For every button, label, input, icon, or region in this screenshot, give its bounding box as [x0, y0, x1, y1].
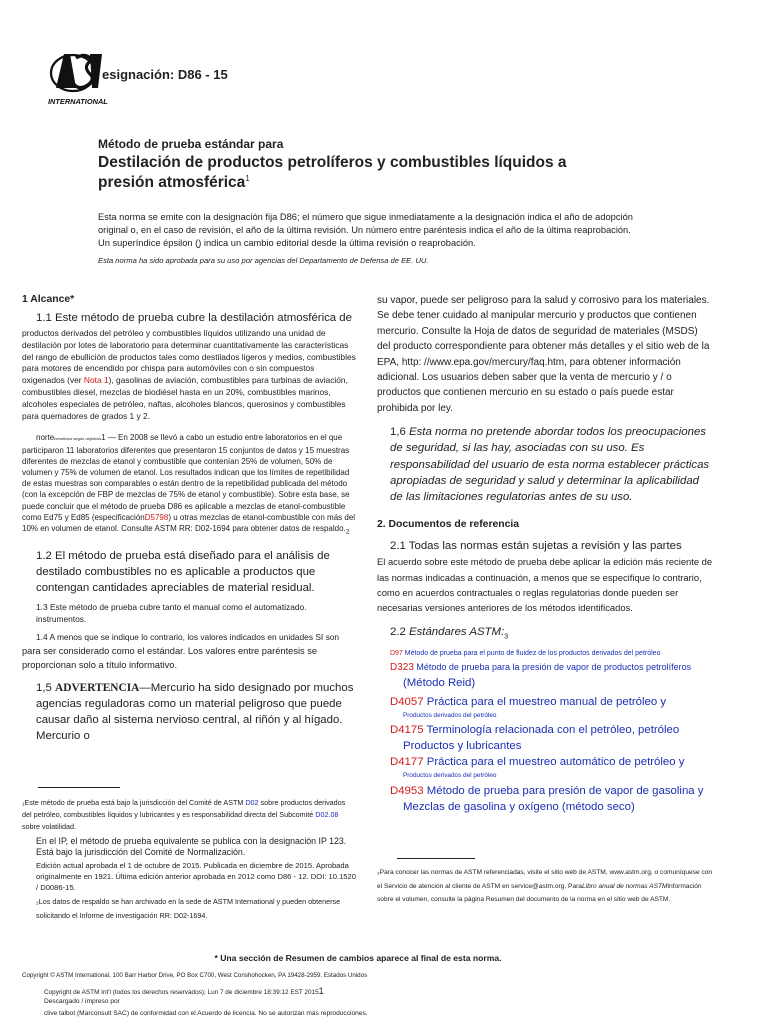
std-d4175-cont: Productos y lubricantes	[403, 740, 522, 753]
para-1-5-text: —Mercurio ha sido designado por muchos agencias reguladoras como un material peligroso que puede causar daño al sistema nervioso central, al riñón y al hígado. Mercurio o	[36, 681, 354, 742]
std-d4057[interactable]	[390, 694, 713, 710]
summary-note: * Una sección de Resumen de cambios aparece al final de esta norma.	[214, 953, 502, 963]
para-2-1: El acuerdo sobre este método de prueba debe aplicar la edición más reciente de las normas indicadas a continuación, a menos que se especifique lo contrario, como en acuerdos contractuales o reglas regulatorias donde pueden ser necesarias versiones anteriores de los métodos identificados.	[377, 556, 713, 614]
std-d4953-code[interactable]: D4953	[390, 785, 424, 798]
std-d97-code[interactable]: D97	[390, 650, 403, 658]
para-1-5-num: 1,5	[36, 681, 55, 694]
std-d323-text: Método de prueba para la presión de vapor de productos petrolíferos	[413, 662, 692, 673]
para-1-1-text-b: ), gasolinas de aviación, combustibles para turbinas de aviación, combustibles diesel, mezclas de biodiésel hasta en un 20%, combustibles marinos, alcoholes especiales de petróleo, naftas, alcoholes blancos, querosinos y combustibles para quemadores de grados 1 y 2.	[22, 375, 348, 421]
page-number: 1	[318, 986, 324, 996]
license-date: Copyright de ASTM Int'l (todos los derechos reservados); Lun 7 de diciembre 18:39:12 EST 2015	[44, 989, 319, 996]
fn3-text-b: información sobre el volumen, consulte la página Resumen del documento de la norma en el sitio web de ASTM.	[377, 882, 702, 904]
link-d02-08[interactable]: D02.08	[315, 810, 339, 819]
left-column	[22, 294, 356, 744]
note-text-a: 1 — En 2008 se llevó a cabo un estudio entre laboratorios en el que participaron 11 laboratorios diferentes que presentaron 15 conjuntos de datos y 15 muestras diferentes de mezclas de etanol y combustible que contenían 25% de volumen, 50% de volumen y 75% de volumen de etanol. Los resultados indican que los límites de repetibilidad de estas muestras son comparables o están dentro de la repetibilidad publicada del método (con la excepción de FBP de mezclas de 75% de etanol y combustible). Sobre esta base, se puede concluir que el método de prueba D86 es aplicable a mezclas de etanol-combustible como Ed75 y Ed85 (especificación	[22, 433, 350, 522]
logo-wordmark: INTERNATIONAL	[48, 97, 108, 106]
note-label: norte	[36, 433, 55, 443]
intro-paragraph: Esta norma se emite con la designación fija D86; el número que sigue inmediatamente a la designación indica el año de adopción original o, en el caso de revisión, el año de la última revisión. Un número entre paréntesis indica el año de la última reaprobación. Un superíndice épsilon (ͅ) indica un cambio editorial desde la última revisión o reaprobación.	[98, 212, 633, 248]
standards-list	[377, 648, 713, 815]
fn1-text-b: sobre productos derivados del petróleo, combustibles líquidos y lubricantes y es responsabilidad directa del Subcomité	[22, 798, 346, 819]
std-d4953-text: Método de prueba para presión de vapor de gasolina y	[423, 785, 704, 798]
title-footnote-mark: 1	[245, 174, 250, 183]
para-1-3: 1.3 Este método de prueba cubre tanto el manual como el automatizado. instrumentos.	[36, 601, 307, 624]
section-1-heading: 1 Alcance*	[22, 294, 75, 305]
note-label-sub: beneficios según objetivos	[54, 436, 102, 442]
footnote-divider-right	[397, 858, 475, 859]
dod-note: Esta norma ha sido aprobada para su uso por agencias del Departamento de Defensa de EE. UU.	[98, 256, 429, 265]
std-d4177-text: Práctica para el muestreo automático de petróleo y	[423, 756, 685, 769]
para-1-1-lead: 1.1 Este método de prueba cubre la destilación atmosférica de	[36, 312, 352, 324]
para-1-6-text: Esta norma no pretende abordar todos los preocupaciones de seguridad, si las hay, asociadas con su uso. Es responsabilidad del usuario de esta norma establecer prácticas apropiadas de seguridad y salud y determinar la aplicabilidad de las limitaciones regulatorias antes de su uso.	[390, 426, 710, 504]
para-2-2-num: 2.2	[390, 625, 409, 638]
footnote-edition: Edición actual aprobada el 1 de octubre de 2015. Publicada en diciembre de 2015. Aprobada originalmente en 1921. Última edición anterior aprobada en 2012 como D86 - 12. DOI: 10.1520 / D0086-15.	[36, 861, 356, 892]
title-line2: presión atmosférica	[98, 174, 246, 192]
footnote-divider-left	[38, 787, 120, 788]
note-text-b: ) u otras mezclas de etanol-combustible con más del 10% en volumen de etanol. Consulte ASTM RR: D02-1694 para obtener datos de respaldo.	[22, 512, 356, 533]
std-d4175[interactable]	[390, 722, 713, 738]
copyright-line: Copyright © ASTM International, 100 Barr Harbor Drive, PO Box C700, West Conshohocken, PA 19428-2959. Estados Unidos	[22, 972, 368, 979]
designation: esignación: D86 - 15	[102, 67, 228, 82]
para-1-4: para ser considerado como el estándar. Los valores entre paréntesis se proporcionan solo a título informativo.	[22, 646, 318, 671]
fn3-title: Libro anual de normas ASTM	[581, 882, 668, 890]
title-line1: Destilación de productos petrolíferos y combustibles líquidos a	[98, 154, 567, 171]
fn3-text-a: ₃Para conocer las normas de ASTM referenciadas, visite el sitio web de ASTM, www.astm.org, o comuníquese con el Servicio de atención al cliente de ASTM en service@astm.org. Para	[377, 869, 713, 890]
std-d4953[interactable]	[390, 783, 713, 799]
link-d5798[interactable]: D5798	[144, 512, 169, 522]
license-line	[44, 986, 324, 996]
std-d323-code[interactable]: D323	[390, 662, 414, 674]
std-d4175-code[interactable]: D4175	[390, 724, 424, 737]
std-d323[interactable]	[390, 660, 713, 675]
para-1-4-lead: 1.4 A menos que se indique lo contrario, los valores indicados en unidades SI son	[36, 632, 340, 643]
footnote-1	[22, 797, 356, 833]
para-1-6	[377, 424, 713, 505]
std-d4057-code[interactable]: D4057	[390, 696, 424, 709]
licensee-line: clive talbot (Marconsult SAC) de conformidad con el Acuerdo de licencia. No se autorizan más reproducciones.	[44, 1010, 368, 1017]
fn1-text-a: ₁Este método de prueba está bajo la jurisdicción del Comité de ASTM	[22, 798, 246, 807]
para-1-5-cont: su vapor, puede ser peligroso para la salud y corrosivo para los materiales. Se debe tener cuidado al manipular mercurio y productos que contienen mercurio. Consulte la Hoja de datos de seguridad de materiales (MSDS) del producto correspondiente para obtener más detalles y el sitio web de la EPA, http: //www.epa.gov/mercury/faq.htm, para obtener información adicional. Los usuarios deben saber que la venta de mercurio y / o productos que contienen mercurio en su estado o país puede estar prohibida por ley.	[377, 295, 710, 414]
note-footnote-mark: 2	[345, 528, 350, 536]
std-d4057-text: Práctica para el muestreo manual de petróleo y	[423, 696, 667, 709]
downloaded-line: Descargado / impreso por	[44, 998, 120, 1005]
link-nota-1[interactable]: Nota 1	[83, 375, 109, 386]
fn1-text-c: sobre volatilidad.	[22, 822, 76, 831]
para-2-2-footnote-mark: 3	[504, 633, 509, 641]
doc-subtitle: Método de prueba estándar para	[98, 137, 284, 151]
para-1-1	[22, 328, 356, 422]
footnote-ip: En el IP, el método de prueba equivalente se publica con la designación IP 123. Está bajo la jurisdicción del Comité de Normalización.	[36, 836, 347, 857]
std-d4177-code[interactable]: D4177	[390, 756, 424, 769]
para-1-6-num: 1,6	[390, 426, 409, 439]
link-d02[interactable]: D02	[245, 798, 259, 807]
para-2-1-lead: 2.1 Todas las normas están sujetas a revisión y las partes	[390, 540, 682, 553]
warning-label: ADVERTENCIA	[55, 681, 140, 694]
std-d97-text: Método de prueba para el punto de fluidez de los productos derivados del petróleo	[402, 650, 661, 658]
std-d4953-cont: Mezclas de gasolina y oxígeno (método seco)	[403, 801, 635, 814]
doc-title	[98, 155, 618, 191]
left-footnotes	[22, 797, 356, 923]
std-d97[interactable]	[390, 648, 713, 660]
std-d4175-text: Terminología relacionada con el petróleo, petróleo	[423, 724, 680, 737]
section-2-heading: 2. Documentos de referencia	[377, 519, 520, 531]
std-d4057-cont: Productos derivados del petróleo	[403, 712, 497, 720]
para-1-2: 1.2 El método de prueba está diseñado para el análisis de destilado combustibles no es aplicable a productos que contengan cantidades apreciables de material residual.	[36, 549, 330, 594]
para-2-2	[377, 624, 713, 645]
right-column	[377, 293, 713, 815]
std-d4177-cont: Productos derivados del petróleo	[403, 772, 497, 780]
std-d323-cont: (Método Reid)	[403, 677, 476, 690]
note-1	[22, 432, 356, 537]
std-d4177[interactable]	[390, 754, 713, 770]
para-1-5	[22, 680, 356, 744]
para-2-2-title: Estándares ASTM:	[409, 625, 505, 638]
footnote-2: ₂Los datos de respaldo se han archivado en la sede de ASTM International y pueden obtenerse solicitando el Informe de investigación RR: D02-1694.	[36, 897, 341, 920]
para-1-1-text-a: productos derivados del petróleo y combustibles líquidos utilizando una unidad de destilación por lotes de laboratorio para determinar cuantitativamente las características del rango de ebullición de productos tales como destilados ligeros y medios, combustibles para motores de encendido por chispa para automóviles con o sin compuestos oxigenados (ver	[22, 328, 356, 386]
footnote-3	[377, 866, 713, 907]
